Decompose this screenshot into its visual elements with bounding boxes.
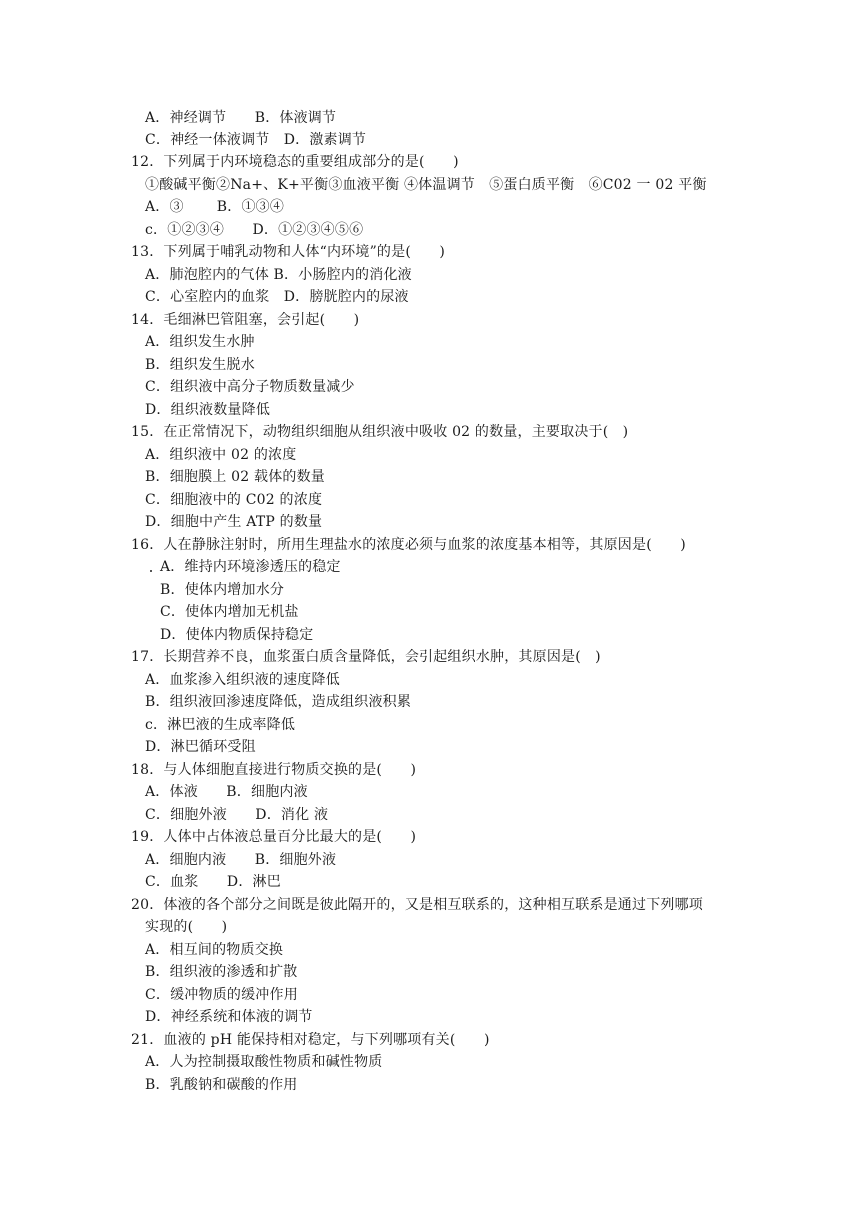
question-18: 18．与人体细胞直接进行物质交换的是( ) <box>131 762 417 778</box>
text-line: B．乳酸钠和碳酸的作用 <box>145 1077 298 1093</box>
text-line: A．神经调节 B．体液调节 <box>145 110 337 126</box>
text-line: A．细胞内液 B．细胞外液 <box>145 852 337 868</box>
text-line: D．细胞中产生 ATP 的数量 <box>145 514 323 530</box>
text-line: A．组织液中 02 的浓度 <box>145 447 297 463</box>
stray-mark <box>150 570 152 572</box>
question-20: 20．体液的各个部分之间既是彼此隔开的，又是相互联系的，这种相互联系是通过下列哪项 <box>131 897 704 913</box>
text-line: A．③ B．①③④ <box>145 199 285 215</box>
question-15: 15．在正常情况下，动物组织细胞从组织液中吸收 02 的数量，主要取决于( ) <box>131 424 629 440</box>
question-17: 17．长期营养不良，血浆蛋白质含量降低，会引起组织水肿，其原因是( ) <box>131 649 601 665</box>
text-line: D．组织液数量降低 <box>145 402 271 418</box>
text-line: C．使体内增加无机盐 <box>160 604 299 620</box>
question-13: 13．下列属于哺乳动物和人体“内环境”的是( ) <box>131 244 446 260</box>
text-line: B．组织发生脱水 <box>145 357 255 373</box>
question-19: 19．人体中占体液总量百分比最大的是( ) <box>131 829 417 845</box>
text-line: c．①②③④ D．①②③④⑤⑥ <box>145 222 364 238</box>
text-line: C．细胞外液 D．消化 液 <box>145 807 329 823</box>
question-12: 12．下列属于内环境稳态的重要组成部分的是( ) <box>131 154 459 170</box>
text-line: A．人为控制摄取酸性物质和碱性物质 <box>145 1054 383 1070</box>
question-16: 16．人在静脉注射时，所用生理盐水的浓度必须与血浆的浓度基本相等，其原因是( ) <box>131 537 686 553</box>
text-line: B．组织液回渗速度降低，造成组织液积累 <box>145 694 412 710</box>
text-line: c．淋巴液的生成率降低 <box>145 717 296 733</box>
text-line: C．心室腔内的血浆 D．膀胱腔内的尿液 <box>145 289 409 305</box>
text-line: A．组织发生水肿 <box>145 334 255 350</box>
text-line: A．维持内环境渗透压的稳定 <box>160 559 341 575</box>
question-14: 14．毛细淋巴管阻塞，会引起( ) <box>131 312 360 328</box>
text-line: A．相互间的物质交换 <box>145 942 284 958</box>
text-line: C．缓冲物质的缓冲作用 <box>145 987 298 1003</box>
text-line: A．肺泡腔内的气体 B．小肠腔内的消化液 <box>145 267 412 283</box>
text-line: A．体液 B．细胞内液 <box>145 784 308 800</box>
text-line: B．组织液的渗透和扩散 <box>145 964 298 980</box>
text-line: D．淋巴循环受阻 <box>145 739 256 755</box>
text-line: C．细胞液中的 C02 的浓度 <box>145 492 323 508</box>
question-21: 21．血液的 pH 能保持相对稳定，与下列哪项有关( ) <box>131 1032 490 1048</box>
text-line: 实现的( ) <box>145 919 228 935</box>
text-line: A．血浆渗入组织液的速度降低 <box>145 672 340 688</box>
text-line: ①酸碱平衡②Na+、K+平衡③血液平衡 ④体温调节 ⑤蛋白质平衡 ⑥C02 一 02 平衡 <box>145 177 707 193</box>
text-line: C．血浆 D．淋巴 <box>145 874 281 890</box>
text-line: C．神经一体液调节 D．激素调节 <box>145 132 367 148</box>
text-line: B．使体内增加水分 <box>160 582 285 598</box>
text-line: D．神经系统和体液的调节 <box>145 1009 313 1025</box>
text-line: C．组织液中高分子物质数量减少 <box>145 379 355 395</box>
text-line: D．使体内物质保持稳定 <box>160 627 314 643</box>
text-line: B．细胞膜上 02 载体的数量 <box>145 469 326 485</box>
